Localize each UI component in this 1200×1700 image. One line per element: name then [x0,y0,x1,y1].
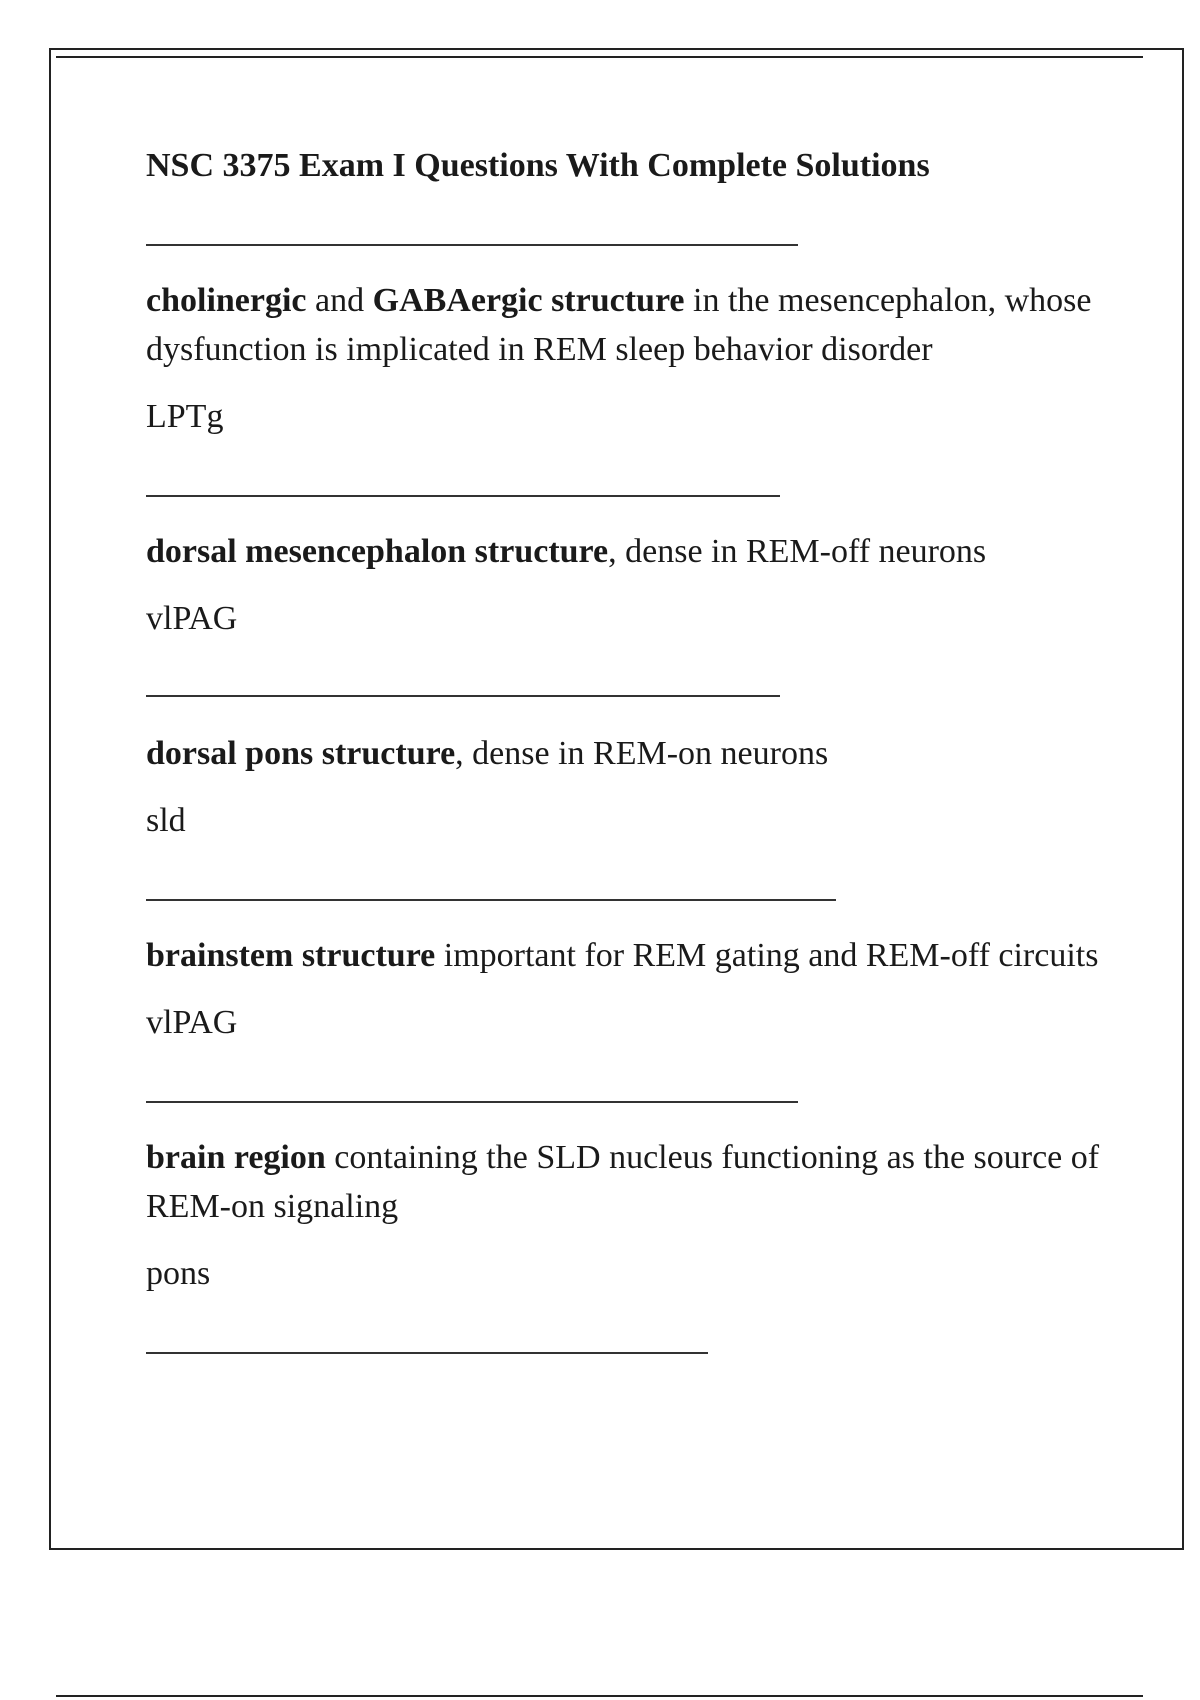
question-keyword: brain region [146,1139,326,1176]
question-text: important for REM gating and REM-off circuits [435,937,1099,974]
question-keyword: GABAergic structure [372,282,685,319]
question-keyword: cholinergic [146,282,307,319]
answer-5: pons [146,1255,211,1292]
question-keyword: brainstem structure [146,937,436,974]
separator-line [146,1352,708,1354]
separator-line [146,244,798,246]
question-text: and [306,282,373,319]
question-text: , dense in REM-on neurons [455,735,829,772]
question-text: in the mesencephalon, whose dysfunction is implicated in REM sleep behavior disorder [146,282,1092,368]
document-title: NSC 3375 Exam I Questions With Complete Solutions [146,147,930,184]
footer-rule [56,1695,1143,1697]
question-keyword: dorsal pons structure [146,735,456,772]
answer-3: sld [146,802,186,839]
answer-2: vlPAG [146,600,238,637]
answer-4: vlPAG [146,1004,238,1041]
question-text: containing the SLD nucleus functioning as the source of REM-on signaling [146,1139,1100,1225]
document-body [146,140,1106,1354]
separator-line [146,1101,798,1103]
question-4 [146,931,1106,980]
question-2 [146,527,1106,576]
separator-line [146,695,780,697]
question-1 [146,276,1106,374]
answer-1: LPTg [146,398,224,435]
question-keyword: dorsal mesencephalon structure [146,533,609,570]
question-text: , dense in REM-off neurons [608,533,987,570]
question-5 [146,1133,1106,1231]
separator-line [146,495,780,497]
question-3 [146,729,1106,778]
separator-line [146,899,836,901]
